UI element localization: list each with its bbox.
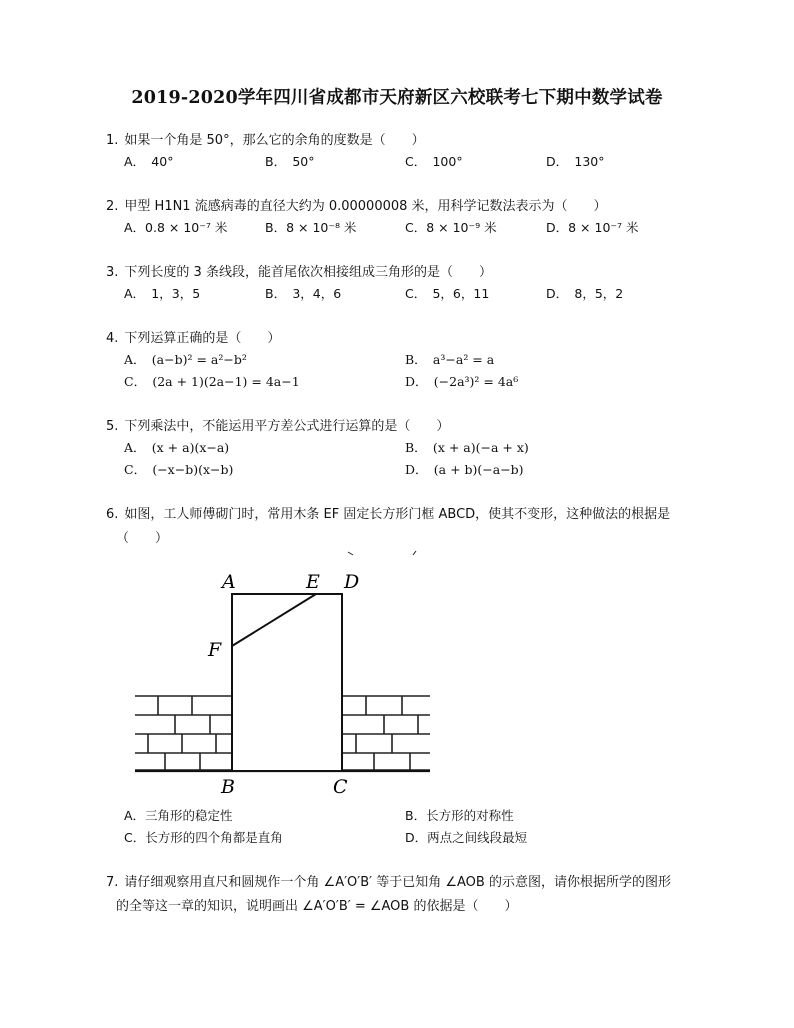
brick-wall-left — [135, 696, 232, 770]
option-b[interactable]: B．8 × 10⁻⁸ 米 — [265, 220, 357, 235]
question-stem: 如图，工人师傅砌门时，常用木条 EF 固定长方形门框 ABCD，使其不变形，这种做法的根据是 — [124, 507, 671, 522]
option-a[interactable]: A．0.8 × 10⁻⁷ 米 — [124, 220, 228, 235]
option-c[interactable]: C．长方形的四个角都是直角 — [124, 830, 283, 845]
question-stem: 下列长度的 3 条线段，能首尾依次相接组成三角形的是（ ） — [124, 265, 492, 280]
question-number: 5. — [106, 419, 119, 434]
question-number: 7. — [106, 875, 119, 890]
option-b[interactable]: B． (x + a)(−a + x) — [405, 440, 529, 455]
option-a[interactable]: A． (x + a)(x−a) — [124, 440, 230, 455]
option-b[interactable]: B．长方形的对称性 — [405, 808, 514, 823]
question-6-bracket: （ ） — [116, 531, 169, 546]
question-number: 3. — [106, 265, 119, 280]
option-a[interactable]: A．三角形的稳定性 — [124, 808, 233, 823]
option-d[interactable]: D． 130° — [546, 154, 605, 169]
question-3 — [106, 262, 492, 284]
question-stem: 请仔细观察用直尺和圆规作一个角 ∠A′O′B′ 等于已知角 ∠AOB 的示意图，请你根据所学的图形 — [124, 875, 671, 890]
label-e: E — [306, 571, 320, 593]
rectangle-frame-abcd — [232, 594, 342, 771]
question-stem: 如果一个角是 50°，那么它的余角的度数是（ ） — [124, 133, 425, 148]
question-1 — [106, 130, 425, 152]
brick-wall-right — [342, 696, 430, 770]
option-d[interactable]: D． 8，5，2 — [546, 286, 624, 301]
question-stem: 甲型 H1N1 流感病毒的直径大约为 0.00000008 米，用科学记数法表示为（ ） — [124, 199, 607, 214]
label-f: F — [208, 639, 222, 661]
question-number: 4. — [106, 331, 119, 346]
question-number: 1. — [106, 133, 119, 148]
option-d[interactable]: D．8 × 10⁻⁷ 米 — [546, 220, 639, 235]
option-b[interactable]: B． 3，4，6 — [265, 286, 342, 301]
option-c[interactable]: C． 100° — [405, 154, 463, 169]
question-7 — [106, 872, 671, 894]
option-d[interactable]: D． (−2a³)² = 4a⁶ — [405, 374, 519, 389]
label-d: D — [344, 571, 360, 593]
label-c: C — [333, 776, 348, 798]
question-7-line2: 的全等这一章的知识，说明画出 ∠A′O′B′ = ∠AOB 的依据是（ ） — [116, 899, 518, 914]
option-c[interactable]: C． (2a + 1)(2a−1) = 4a−1 — [124, 374, 300, 389]
exam-title: 2019-2020学年四川省成都市天府新区六校联考七下期中数学试卷 — [131, 88, 663, 108]
option-a[interactable]: A． (a−b)² = a²−b² — [124, 352, 247, 367]
question-number: 6. — [106, 507, 119, 522]
question-4 — [106, 328, 280, 350]
question-5 — [106, 416, 449, 438]
door-frame-figure — [130, 550, 450, 810]
option-b[interactable]: B． 50° — [265, 154, 315, 169]
question-number: 2. — [106, 199, 119, 214]
option-c[interactable]: C．8 × 10⁻⁹ 米 — [405, 220, 497, 235]
option-d[interactable]: D．两点之间线段最短 — [405, 830, 528, 845]
option-d[interactable]: D． (a + b)(−a−b) — [405, 462, 524, 477]
question-6 — [106, 504, 670, 526]
question-2 — [106, 196, 607, 218]
option-a[interactable]: A． 40° — [124, 154, 174, 169]
option-c[interactable]: C． (−x−b)(x−b) — [124, 462, 234, 477]
option-c[interactable]: C． 5，6，11 — [405, 286, 490, 301]
question-stem: 下列乘法中，不能运用平方差公式进行运算的是（ ） — [124, 419, 450, 434]
question-stem: 下列运算正确的是（ ） — [124, 331, 281, 346]
label-a: A — [222, 571, 236, 593]
option-a[interactable]: A． 1，3，5 — [124, 286, 201, 301]
option-b[interactable]: B． a³−a² = a — [405, 352, 495, 367]
label-b: B — [221, 776, 235, 798]
